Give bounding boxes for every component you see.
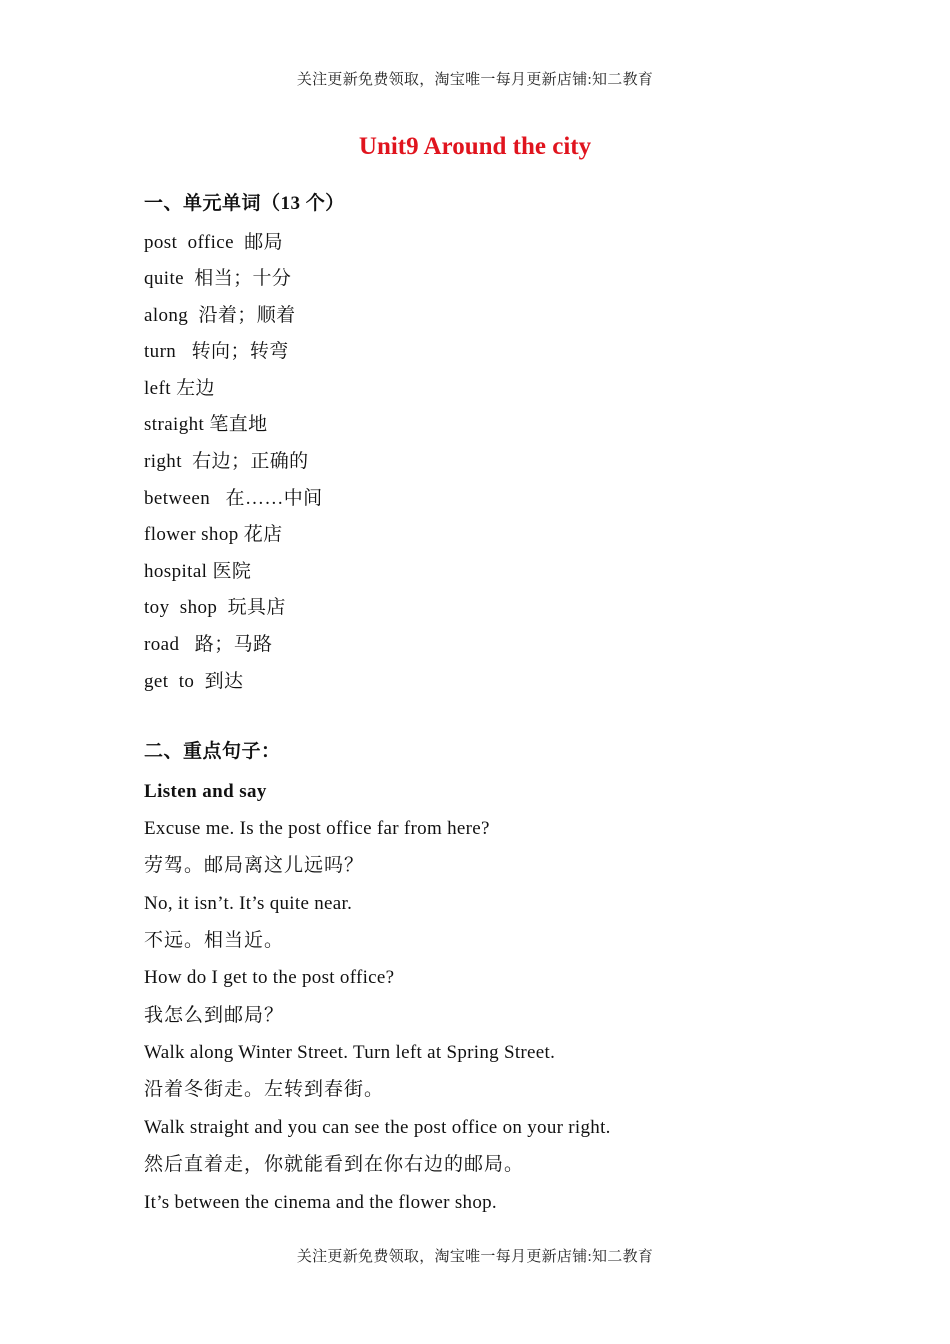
- vocab-item: flower shop 花店: [144, 524, 283, 546]
- subheading-listen-and-say: Listen and say: [144, 780, 267, 802]
- sentence-english: It’s between the cinema and the flower shop.: [144, 1191, 497, 1213]
- sentence-english: Walk straight and you can see the post office on your right.: [144, 1116, 611, 1138]
- footer-note: 关注更新免费领取，淘宝唯一每月更新店铺:知二教育: [296, 1249, 654, 1265]
- sentence-chinese: 然后直着走，你就能看到在你右边的邮局。: [144, 1154, 525, 1176]
- section-heading-sentences: 二、重点句子：: [144, 741, 281, 763]
- sentence-english: How do I get to the post office?: [144, 967, 395, 989]
- sentence-english: Excuse me. Is the post office far from here?: [144, 817, 490, 839]
- vocab-item: along 沿着；顺着: [144, 304, 296, 326]
- vocabulary-list: [144, 225, 844, 701]
- section-spacer: [144, 700, 844, 736]
- vocab-item: turn 转向；转弯: [144, 341, 289, 363]
- header-note: 关注更新免费领取，淘宝唯一每月更新店铺:知二教育: [296, 72, 654, 88]
- section-heading-vocabulary: 一、单元单词（13 个）: [144, 193, 345, 214]
- page-title: Unit9 Around the city: [358, 133, 592, 160]
- vocab-item: quite 相当；十分: [144, 268, 292, 290]
- sentence-chinese: 沿着冬街走。左转到春街。: [144, 1079, 385, 1101]
- sentence-english: Walk along Winter Street. Turn left at Spring Street.: [144, 1042, 556, 1064]
- sentence-english: No, it isn’t. It’s quite near.: [144, 892, 353, 914]
- sentence-chinese: 不远。相当近。: [144, 929, 285, 951]
- vocab-item: toy shop 玩具店: [144, 597, 286, 619]
- document-body: [144, 188, 844, 1221]
- sentence-chinese: 劳驾。邮局离这儿远吗？: [144, 855, 365, 877]
- vocab-item: left 左边: [144, 377, 215, 399]
- vocab-item: straight 笔直地: [144, 414, 268, 436]
- vocab-item: get to 到达: [144, 670, 244, 692]
- vocab-item: right 右边；正确的: [144, 451, 309, 473]
- vocab-item: between 在……中间: [144, 487, 323, 509]
- vocab-item: road 路；马路: [144, 634, 273, 656]
- vocab-item: post office 邮局: [144, 231, 284, 253]
- vocab-item: hospital 医院: [144, 560, 252, 582]
- sentence-chinese: 我怎么到邮局？: [144, 1004, 285, 1026]
